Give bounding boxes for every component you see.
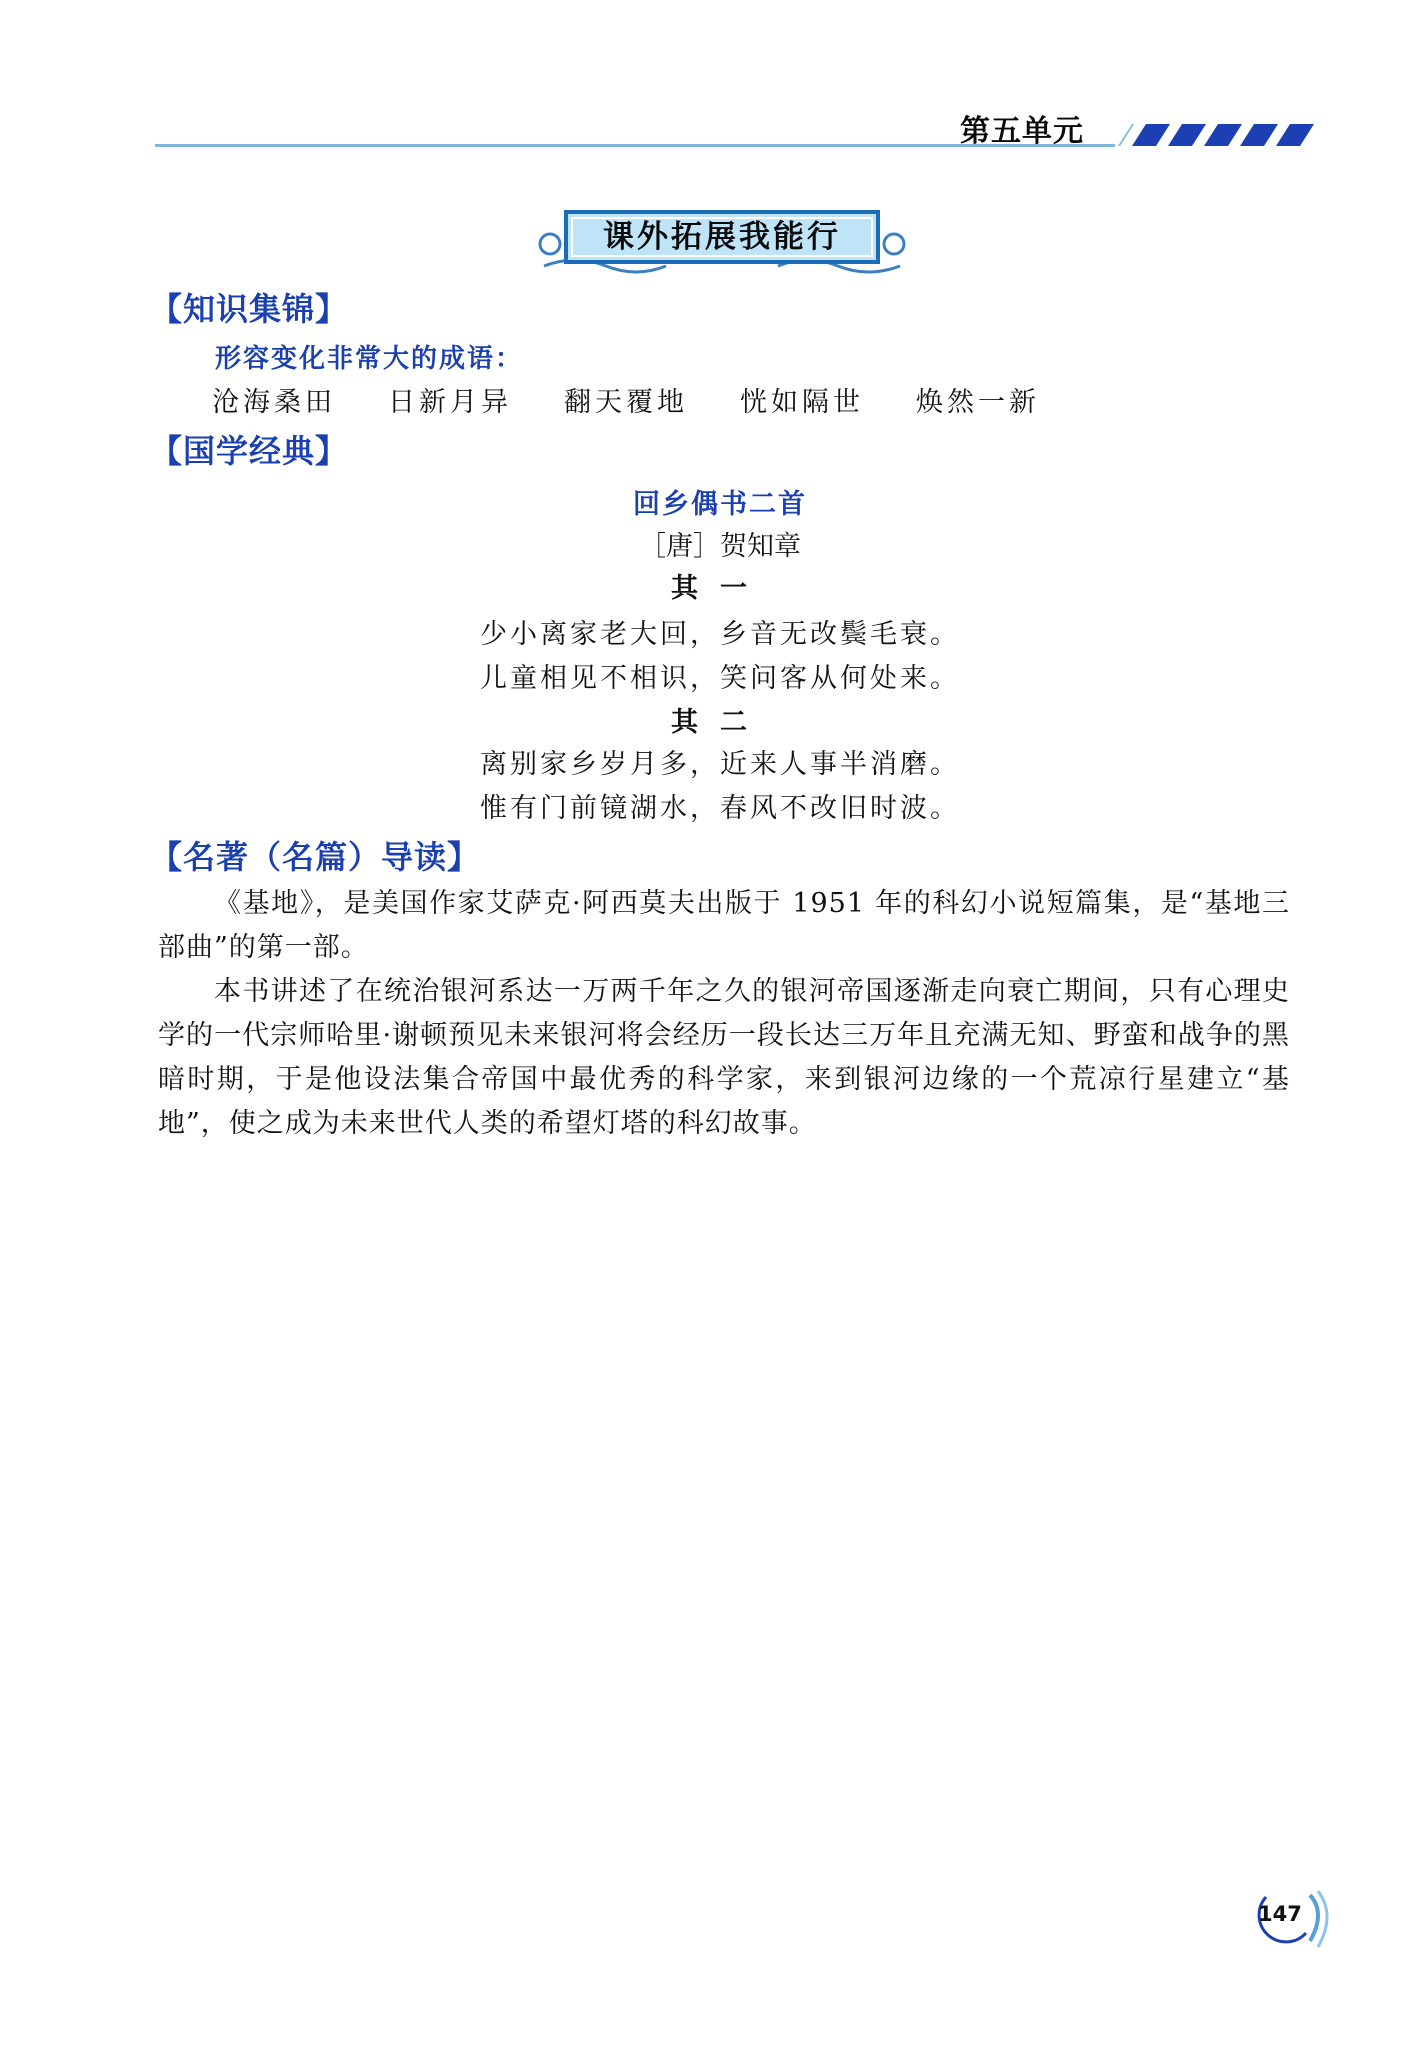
reading-paragraph: 本书讲述了在统治银河系达一万两千年之久的银河帝国逐渐走向衰亡期间，只有心理史学的一代宗师哈里·谢顿预见未来银河将会经历一段长达三万年且充满无知、野蛮和战争的黑暗时期，于是他设法集合帝国中最优秀的科学家，来到银河边缘的一个荒凉行星建立“基地”，使之成为未来世代人类的希望灯塔的科幻故事。	[158, 976, 1290, 1139]
knowledge-heading: 【知识集锦】	[150, 290, 349, 328]
idiom: 翻天覆地	[564, 387, 688, 418]
poem-line: 离别家乡岁月多，近来人事半消磨。	[480, 749, 960, 780]
idiom: 沧海桑田	[212, 387, 336, 418]
poem-title: 回乡偶书二首	[633, 489, 807, 520]
poem-line: 儿童相见不相识，笑问客从何处来。	[480, 663, 960, 694]
poem-author: ［唐］贺知章	[639, 531, 801, 562]
idiom: 恍如隔世	[740, 387, 864, 418]
header-stripes-decoration	[1118, 122, 1318, 148]
idiom: 焕然一新	[916, 387, 1040, 418]
poem-part-label: 其一	[671, 573, 769, 604]
knowledge-subheading: 形容变化非常大的成语：	[215, 344, 524, 374]
reading-paragraph: 《基地》，是美国作家艾萨克·阿西莫夫出版于 1951 年的科幻小说短篇集，是“基地三部曲”的第一部。	[158, 888, 1290, 963]
poem-part-label: 其二	[671, 707, 769, 738]
poem-line: 少小离家老大回，乡音无改鬓毛衰。	[480, 619, 960, 650]
banner-title: 课外拓展我能行	[603, 219, 841, 255]
reading-heading: 【名著（名篇）导读】	[150, 838, 481, 876]
poem-line: 惟有门前镜湖水，春风不改旧时波。	[480, 793, 960, 824]
page-number: 147	[1258, 1902, 1302, 1926]
idiom-list	[212, 380, 1152, 419]
idiom: 日新月异	[388, 387, 512, 418]
classics-heading: 【国学经典】	[150, 432, 349, 470]
unit-title: 第五单元	[960, 114, 1084, 149]
